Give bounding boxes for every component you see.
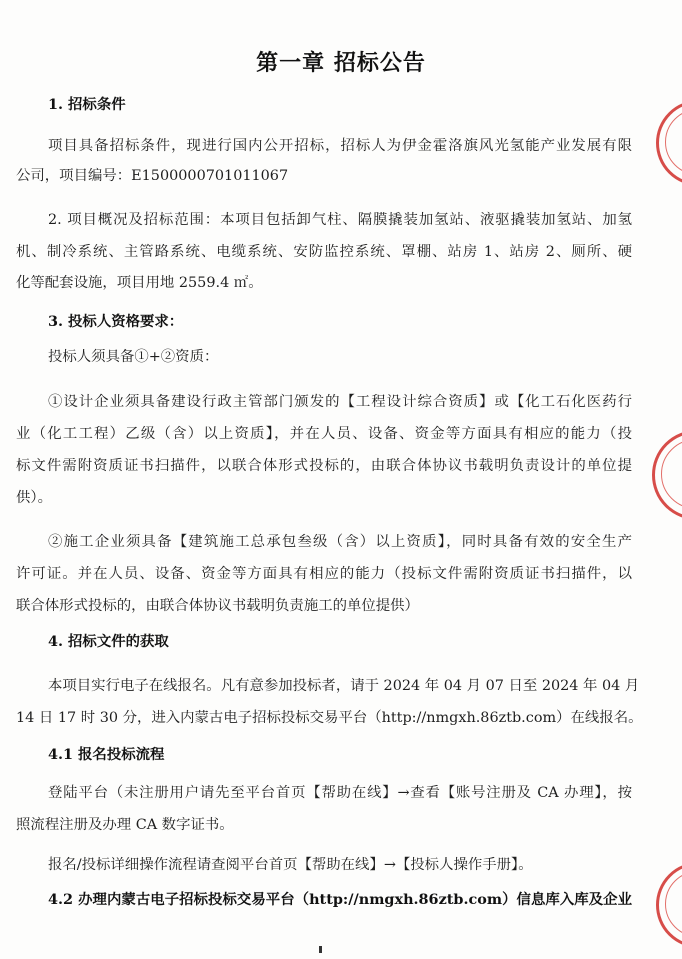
text-line: 标文件需附资质证书扫描件，以联合体形式投标的，由联合体协议书载明负责设计的单位提 [16, 458, 632, 474]
text-line: ②施工企业须具备【建筑施工总承包叁级（含）以上资质】，同时具备有效的安全生产 [48, 534, 632, 550]
seal-stamp-bottom [656, 862, 682, 948]
text-line: 登陆平台（未注册用户请先至平台首页【帮助在线】→查看【账号注册及 CA 办理】，按 [48, 785, 632, 801]
text-line: 照流程注册及办理 CA 数字证书。 [16, 817, 234, 833]
seal-stamp-middle [652, 430, 682, 520]
text-line: 化等配套设施，项目用地 2559.4 ㎡。 [16, 275, 263, 291]
text-line: 许可证。并在人员、设备、资金等方面具有相应的能力（投标文件需附资质证书扫描件，以 [16, 566, 632, 582]
seal-stamp-top [656, 100, 682, 186]
page-title: 第一章 招标公告 [256, 50, 426, 76]
text-line: 供）。 [16, 490, 52, 506]
text-line: 公司，项目编号：E1500000701011067 [16, 168, 289, 184]
text-line: 3. 投标人资格要求： [48, 313, 184, 330]
text-line: 投标人须具备①+②资质： [48, 349, 219, 365]
text-line: 报名/投标详细操作流程请查阅平台首页【帮助在线】→【投标人操作手册】。 [48, 857, 533, 873]
text-line: 4.2 办理内蒙古电子招标投标交易平台（http://nmgxh.86ztb.com）信息库入库及企业 [48, 891, 632, 908]
text-line: 4. 招标文件的获取 [48, 633, 169, 650]
text-line: 机、制冷系统、主管路系统、电缆系统、安防监控系统、罩棚、站房 1、站房 2、厕所、硬 [16, 244, 632, 260]
text-line: 14 日 17 时 30 分，进入内蒙古电子招标投标交易平台（http://nmgxh.86ztb.com）在线报名。 [16, 710, 643, 726]
text-line: 项目具备招标条件，现进行国内公开招标，招标人为伊金霍洛旗风光氢能产业发展有限 [48, 138, 632, 154]
text-line: 1. 招标条件 [48, 96, 126, 113]
text-line: 4.1 报名投标流程 [48, 746, 165, 763]
page-footer-mark [319, 946, 322, 953]
text-line: 联合体形式投标的，由联合体协议书载明负责施工的单位提供） [16, 598, 419, 614]
text-line: 业（化工工程）乙级（含）以上资质】，并在人员、设备、资金等方面具有相应的能力（投 [16, 426, 632, 442]
text-line: ①设计企业须具备建设行政主管部门颁发的【工程设计综合资质】或【化工石化医药行 [48, 394, 632, 410]
text-line: 2. 项目概况及招标范围：本项目包括卸气柱、隔膜撬装加氢站、液驱撬装加氢站、加氢 [48, 212, 632, 228]
text-line: 本项目实行电子在线报名。凡有意参加投标者，请于 2024 年 04 月 07 日至 2024 年 04 月 [48, 678, 640, 694]
